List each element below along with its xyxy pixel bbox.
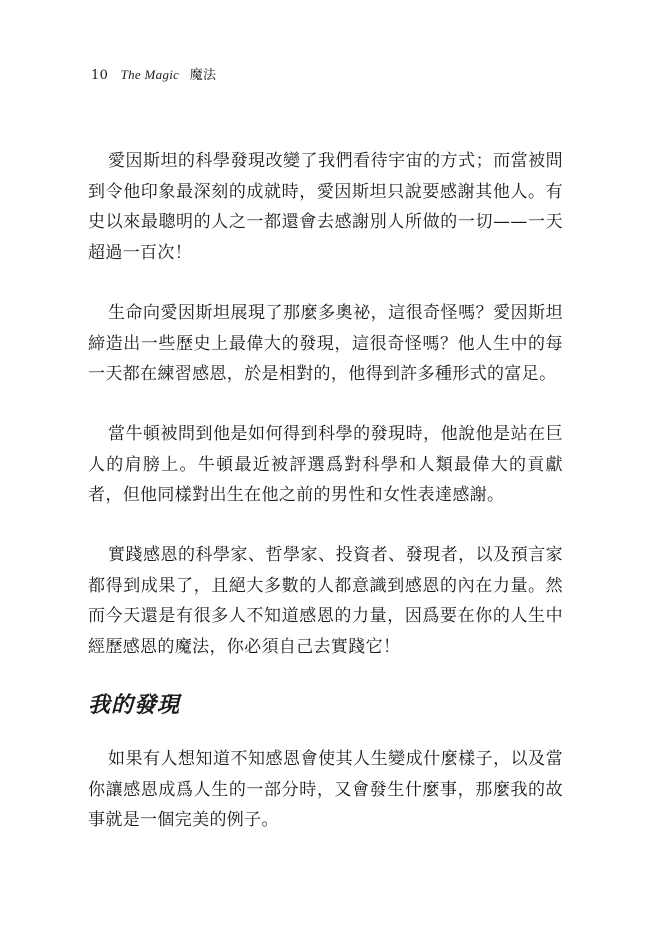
- running-header: [91, 64, 216, 83]
- section-heading: 我的發現: [88, 693, 181, 718]
- book-title-zh: 魔法: [189, 68, 217, 83]
- book-title-en: The Magic: [120, 67, 180, 82]
- paragraph-3: 當牛頓被問到他是如何得到科學的發現時，他說他是站在巨人的肩膀上。牛頓最近被評選爲對科學和人類最偉大的貢獻者，但他同樣對出生在他之前的男性和女性表達感謝。: [88, 423, 563, 506]
- main-text: [88, 146, 563, 692]
- page-number: 10: [91, 68, 109, 83]
- paragraph-4: 實踐感恩的科學家、哲學家、投資者、發現者，以及預言家都得到成果了，且絕大多數的人都意識到感恩的內在力量。然而今天還是有很多人不知道感恩的力量，因爲要在你的人生中經歷感恩的魔法，你必須自己去實踐它！: [88, 545, 563, 658]
- section-text: [88, 744, 563, 865]
- paragraph-1: 愛因斯坦的科學發現改變了我們看待宇宙的方式；而當被問到令他印象最深刻的成就時，愛因斯坦只說要感謝其他人。有史以來最聰明的人之一都還會去感謝別人所做的一切——一天超過一百次！: [88, 151, 563, 264]
- paragraph-2: 生命向愛因斯坦展現了那麼多奧祕，這很奇怪嗎？愛因斯坦締造出一些歷史上最偉大的發現，這很奇怪嗎？他人生中的每一天都在練習感恩，於是相對的，他得到許多種形式的富足。: [88, 302, 563, 385]
- section-paragraph: 如果有人想知道不知感恩會使其人生變成什麼樣子，以及當你讓感恩成爲人生的一部分時，又會發生什麼事，那麼我的故事就是一個完美的例子。: [88, 749, 563, 831]
